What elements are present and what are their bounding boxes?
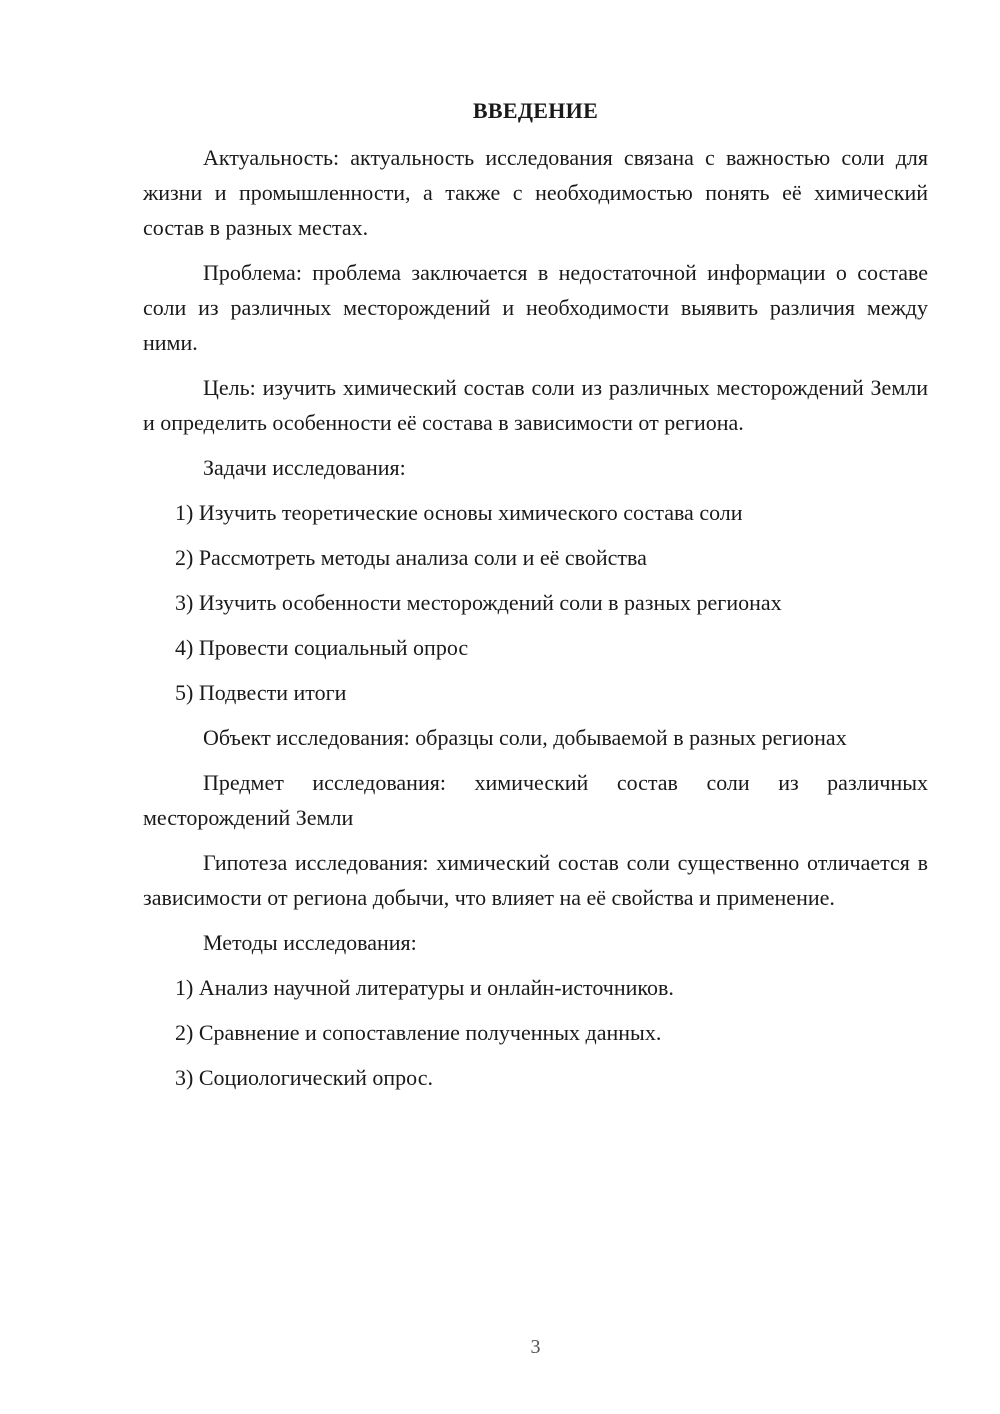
document-page: [143, 0, 928, 1414]
task-item: 3) Изучить особенности месторождений соли в разных регионах: [175, 590, 782, 615]
tasks-label: Задачи исследования:: [203, 455, 406, 480]
task-item: 5) Подвести итоги: [175, 680, 347, 705]
relevance-paragraph: Актуальность: актуальность исследования связана с важностью соли для жизни и промышленности, а также с необходимостью понять её химический состав в разных местах.: [143, 145, 928, 240]
method-item: 1) Анализ научной литературы и онлайн-источников.: [175, 975, 674, 1000]
page-number: 3: [530, 1336, 541, 1358]
methods-label: Методы исследования:: [203, 930, 417, 955]
document-body: [143, 140, 928, 1105]
task-item: 1) Изучить теоретические основы химического состава соли: [175, 500, 743, 525]
method-item: 2) Сравнение и сопоставление полученных данных.: [175, 1020, 662, 1045]
problem-paragraph: Проблема: проблема заключается в недостаточной информации о составе соли из различных месторождений и необходимости выявить различия между ними.: [143, 260, 928, 355]
method-item: 3) Социологический опрос.: [175, 1065, 433, 1090]
task-item: 4) Провести социальный опрос: [175, 635, 469, 660]
object-paragraph: Объект исследования: образцы соли, добываемой в разных регионах: [203, 725, 847, 750]
task-item: 2) Рассмотреть методы анализа соли и её свойства: [175, 545, 647, 570]
hypothesis-paragraph: Гипотеза исследования: химический состав соли существенно отличается в зависимости от региона добычи, что влияет на её свойства и применение.: [143, 850, 928, 910]
subject-paragraph: Предмет исследования: химический состав соли из различных месторождений Земли: [143, 770, 928, 830]
goal-paragraph: Цель: изучить химический состав соли из различных месторождений Земли и определить особенности её состава в зависимости от региона.: [143, 375, 928, 435]
page-title: ВВЕДЕНИЕ: [472, 98, 599, 123]
